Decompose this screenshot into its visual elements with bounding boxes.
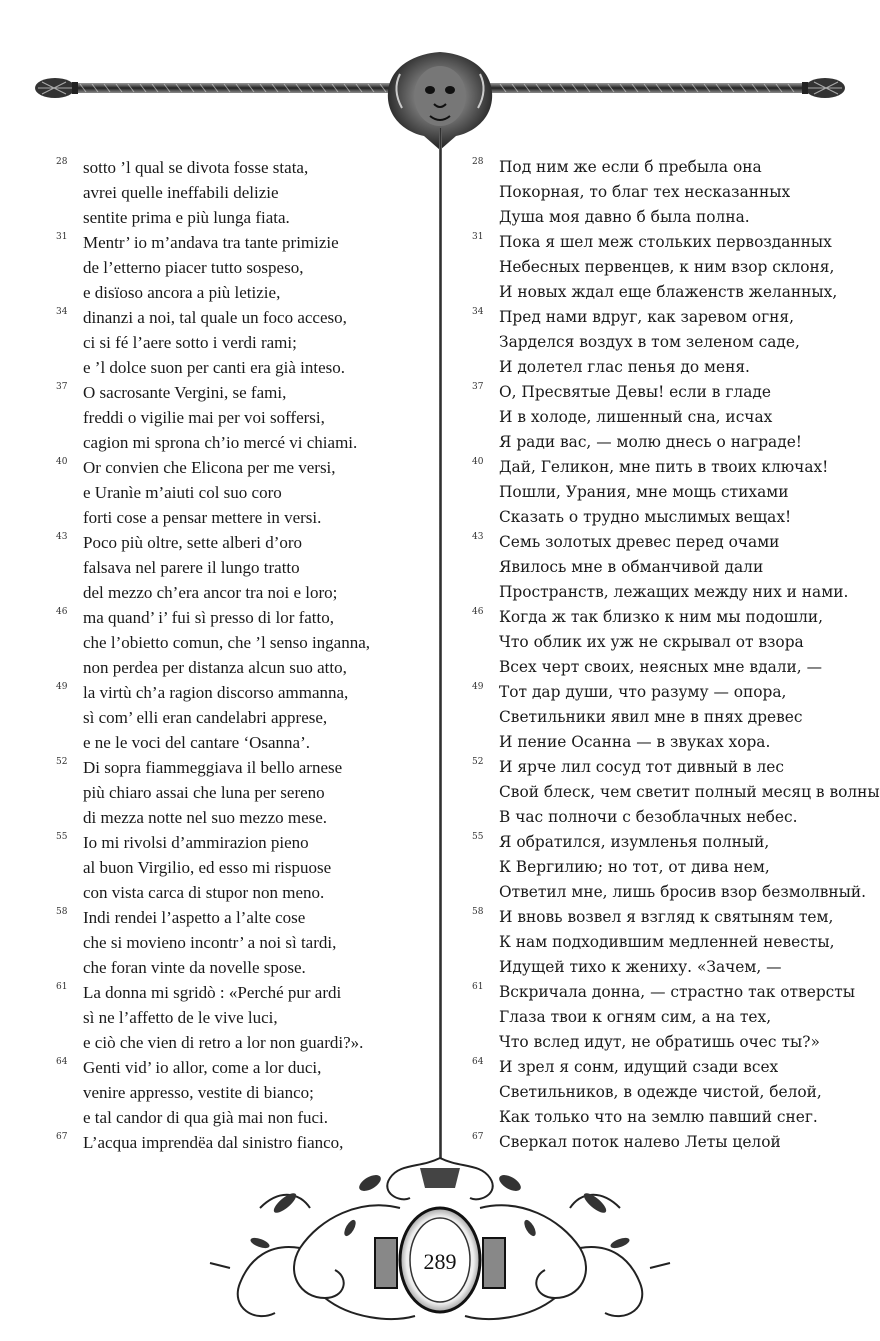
verse-line: Сказать о трудно мыслимых вещах! (499, 508, 792, 526)
verse-line: ma quand’ i’ fui sì presso di lor fatto, (83, 608, 335, 627)
verse-line: Душа моя давно б была полна. (499, 208, 750, 226)
verse-line: sì ne l’affetto de le vive luci, (83, 1008, 278, 1027)
verse-line: La donna mi sgridò : «Perché pur ardi (83, 983, 342, 1002)
stanza (56, 1055, 416, 1130)
verse-line: Пошли, Урания, мне мощь стихами (499, 483, 789, 501)
verse-line: avrei quelle ineffabili delizie (83, 183, 279, 202)
verse-line: И ярче лил сосуд тот дивный в лес (499, 758, 784, 776)
stanza (56, 980, 416, 1055)
verse-line: che l’obietto comun, che ’l senso inganna, (83, 633, 371, 652)
line-number: 61 (56, 982, 68, 992)
verse-line: Явилось мне в обманчивой дали (499, 558, 764, 576)
stanza (472, 680, 862, 755)
verse-line: sentite prima e più lunga fiata. (83, 208, 290, 227)
line-number: 49 (56, 682, 68, 692)
verse-line: Покорная, то благ тех несказанных (499, 183, 791, 201)
right-finial (802, 78, 845, 98)
verse-line: Как только что на землю павший снег. (499, 1108, 818, 1126)
stanza (56, 455, 416, 530)
verse-line: venire appresso, vestite di bianco; (83, 1083, 314, 1102)
stanza (56, 305, 416, 380)
line-number: 43 (472, 532, 484, 542)
verse-line: Светильники явил мне в пнях древес (499, 708, 803, 726)
stanza (472, 380, 862, 455)
stanza (472, 755, 880, 830)
verse-line: dinanzi a noi, tal quale un foco acceso, (83, 308, 347, 327)
verse-line: e ne le voci del cantare ‘Osanna’. (83, 733, 311, 752)
stanza (56, 680, 416, 755)
line-number: 64 (56, 1057, 68, 1067)
bottom-ornament (200, 1148, 680, 1338)
stanza (472, 905, 862, 980)
stanza (56, 380, 416, 455)
verse-line: più chiaro assai che luna per sereno (83, 783, 325, 802)
stanza (56, 230, 416, 305)
line-number: 58 (56, 907, 68, 917)
line-number: 61 (472, 982, 484, 992)
line-number: 40 (472, 457, 484, 467)
verse-line: ci si fé l’aere sotto i verdi rami; (83, 333, 297, 352)
verse-line: sì com’ elli eran candelabri apprese, (83, 708, 328, 727)
verse-line: Идущей тихо к жениху. «Зачем, — (499, 958, 782, 976)
verse-line: О, Пресвятые Девы! если в гладе (499, 383, 771, 401)
verse-line: falsava nel parere il lungo tratto (83, 558, 300, 577)
stanza (472, 605, 862, 680)
stanza (472, 230, 862, 305)
line-number: 31 (472, 232, 484, 242)
stanza (56, 755, 416, 830)
line-number: 43 (56, 532, 68, 542)
verse-line: al buon Virgilio, ed esso mi rispuose (83, 858, 332, 877)
line-number: 67 (472, 1132, 484, 1142)
line-number: 40 (56, 457, 68, 467)
verse-line: Глаза твои к огням сим, а на тех, (499, 1008, 772, 1026)
verse-line: И долетел глас пенья до меня. (499, 358, 750, 376)
line-number: 67 (56, 1132, 68, 1142)
verse-line: Когда ж так близко к ним мы подошли, (499, 608, 824, 626)
stanza (56, 155, 416, 230)
column-divider (439, 128, 442, 1158)
verse-line: Я ради вас, — молю днесь о награде! (499, 433, 802, 451)
russian-text-column (472, 155, 880, 1155)
verse-line: Что облик их уж не скрывал от взора (499, 633, 804, 651)
verse-line: L’acqua imprendëa dal sinistro fianco, (83, 1133, 344, 1152)
line-number: 58 (472, 907, 484, 917)
verse-line: sotto ’l qual se divota fosse stata, (83, 158, 309, 177)
verse-line: К нам подходившим медленней невесты, (499, 933, 835, 951)
line-number: 52 (56, 757, 68, 767)
verse-line: Что вслед идут, не обратишь очес ты?» (499, 1033, 820, 1051)
verse-line: e tal candor di qua già mai non fuci. (83, 1108, 328, 1127)
verse-line: К Вергилию; но тот, от дива нем, (499, 858, 770, 876)
stanza (56, 830, 416, 905)
verse-line: И вновь возвел я взгляд к святыням тем, (499, 908, 834, 926)
verse-line: Ответил мне, лишь бросив взор безмолвный. (499, 883, 867, 901)
verse-line: di mezza notte nel suo mezzo mese. (83, 808, 328, 827)
line-number: 46 (472, 607, 484, 617)
line-number: 52 (472, 757, 484, 767)
verse-line: Пространств, лежащих между них и нами. (499, 583, 849, 601)
verse-line: de l’etterno piacer tutto sospeso, (83, 258, 304, 277)
verse-line: Пред нами вдруг, как заревом огня, (499, 308, 795, 326)
stanza (472, 980, 862, 1055)
verse-line: e Uranìe m’aiuti col suo coro (83, 483, 282, 502)
line-number: 37 (56, 382, 68, 392)
stanza (56, 905, 416, 980)
verse-line: non perdea per distanza alcun suo atto, (83, 658, 347, 677)
line-number: 34 (472, 307, 484, 317)
verse-line: O sacrosante Vergini, se fami, (83, 383, 287, 402)
verse-line: Всех черт своих, неясных мне вдали, — (499, 658, 822, 676)
line-number: 55 (56, 832, 68, 842)
verse-line: И в холоде, лишенный сна, исчах (499, 408, 773, 426)
page-number: 289 (423, 1249, 457, 1274)
verse-line: forti cose a pensar mettere in versi. (83, 508, 322, 527)
line-number: 37 (472, 382, 484, 392)
verse-line: Mentr’ io m’andava tra tante primizie (83, 233, 339, 252)
verse-line: Poco più oltre, sette alberi d’oro (83, 533, 303, 552)
verse-line: e disïoso ancora a più letizie, (83, 283, 281, 302)
line-number: 28 (56, 157, 68, 167)
verse-line: Or convien che Elicona per me versi, (83, 458, 336, 477)
verse-line: Небесных первенцев, к ним взор склоня, (499, 258, 835, 276)
verse-line: la virtù ch’a ragion discorso ammanna, (83, 683, 349, 702)
verse-line: cagion mi sprona ch’io mercé vi chiami. (83, 433, 358, 452)
verse-line: Пока я шел меж стольких первозданных (499, 233, 832, 251)
verse-line: Я обратился, изумленья полный, (499, 833, 770, 851)
stanza (472, 455, 862, 530)
stanza (472, 1055, 862, 1130)
verse-line: che si movieno incontr’ a noi sì tardi, (83, 933, 337, 952)
line-number: 55 (472, 832, 484, 842)
italian-text-column (56, 155, 416, 1155)
verse-line: И новых ждал еще блаженств желанных, (499, 283, 838, 301)
verse-line: Genti vid’ io allor, come a lor duci, (83, 1058, 322, 1077)
verse-line: Светильников, в одежде чистой, белой, (499, 1083, 822, 1101)
verse-line: Семь золотых древес перед очами (499, 533, 780, 551)
left-finial (35, 78, 78, 98)
verse-line: Свой блеск, чем светит полный месяц в волны (499, 783, 880, 801)
verse-line: И зрел я сонм, идущий сзади всех (499, 1058, 779, 1076)
stanza (472, 155, 862, 230)
verse-line: freddi o vigilie mai per voi soffersi, (83, 408, 325, 427)
verse-line: Di sopra fiammeggiava il bello arnese (83, 758, 343, 777)
verse-line: Зарделся воздух в том зеленом саде, (499, 333, 800, 351)
verse-line: e ciò che vien di retro a lor non guardi?». (83, 1033, 364, 1052)
stanza (472, 830, 867, 905)
line-number: 64 (472, 1057, 484, 1067)
line-number: 31 (56, 232, 68, 242)
verse-line: con vista carca di stupor non meno. (83, 883, 325, 902)
line-number: 28 (472, 157, 484, 167)
verse-line: В час полночи с безоблачных небес. (499, 808, 798, 826)
verse-line: del mezzo ch’era ancor tra noi e loro; (83, 583, 338, 602)
verse-line: Io mi rivolsi d’ammirazion pieno (83, 833, 309, 852)
verse-line: Тот дар души, что разуму — опора, (499, 683, 787, 701)
stanza (472, 530, 862, 605)
verse-line: И пение Осанна — в звуках хора. (499, 733, 771, 751)
verse-line: che foran vinte da novelle spose. (83, 958, 306, 977)
stanza (472, 305, 862, 380)
verse-line: Сверкал поток налево Леты целой (499, 1133, 781, 1151)
verse-line: e ’l dolce suon per canti era già inteso. (83, 358, 345, 377)
verse-line: Дай, Геликон, мне пить в твоих ключах! (499, 458, 829, 476)
verse-line: Вскричала донна, — страстно так отверсты (499, 983, 856, 1001)
line-number: 34 (56, 307, 68, 317)
line-number: 46 (56, 607, 68, 617)
verse-line: Indi rendei l’aspetto a l’alte cose (83, 908, 306, 927)
stanza (56, 530, 416, 605)
line-number: 49 (472, 682, 484, 692)
stanza (56, 605, 416, 680)
verse-line: Под ним же если б пребыла она (499, 158, 762, 176)
